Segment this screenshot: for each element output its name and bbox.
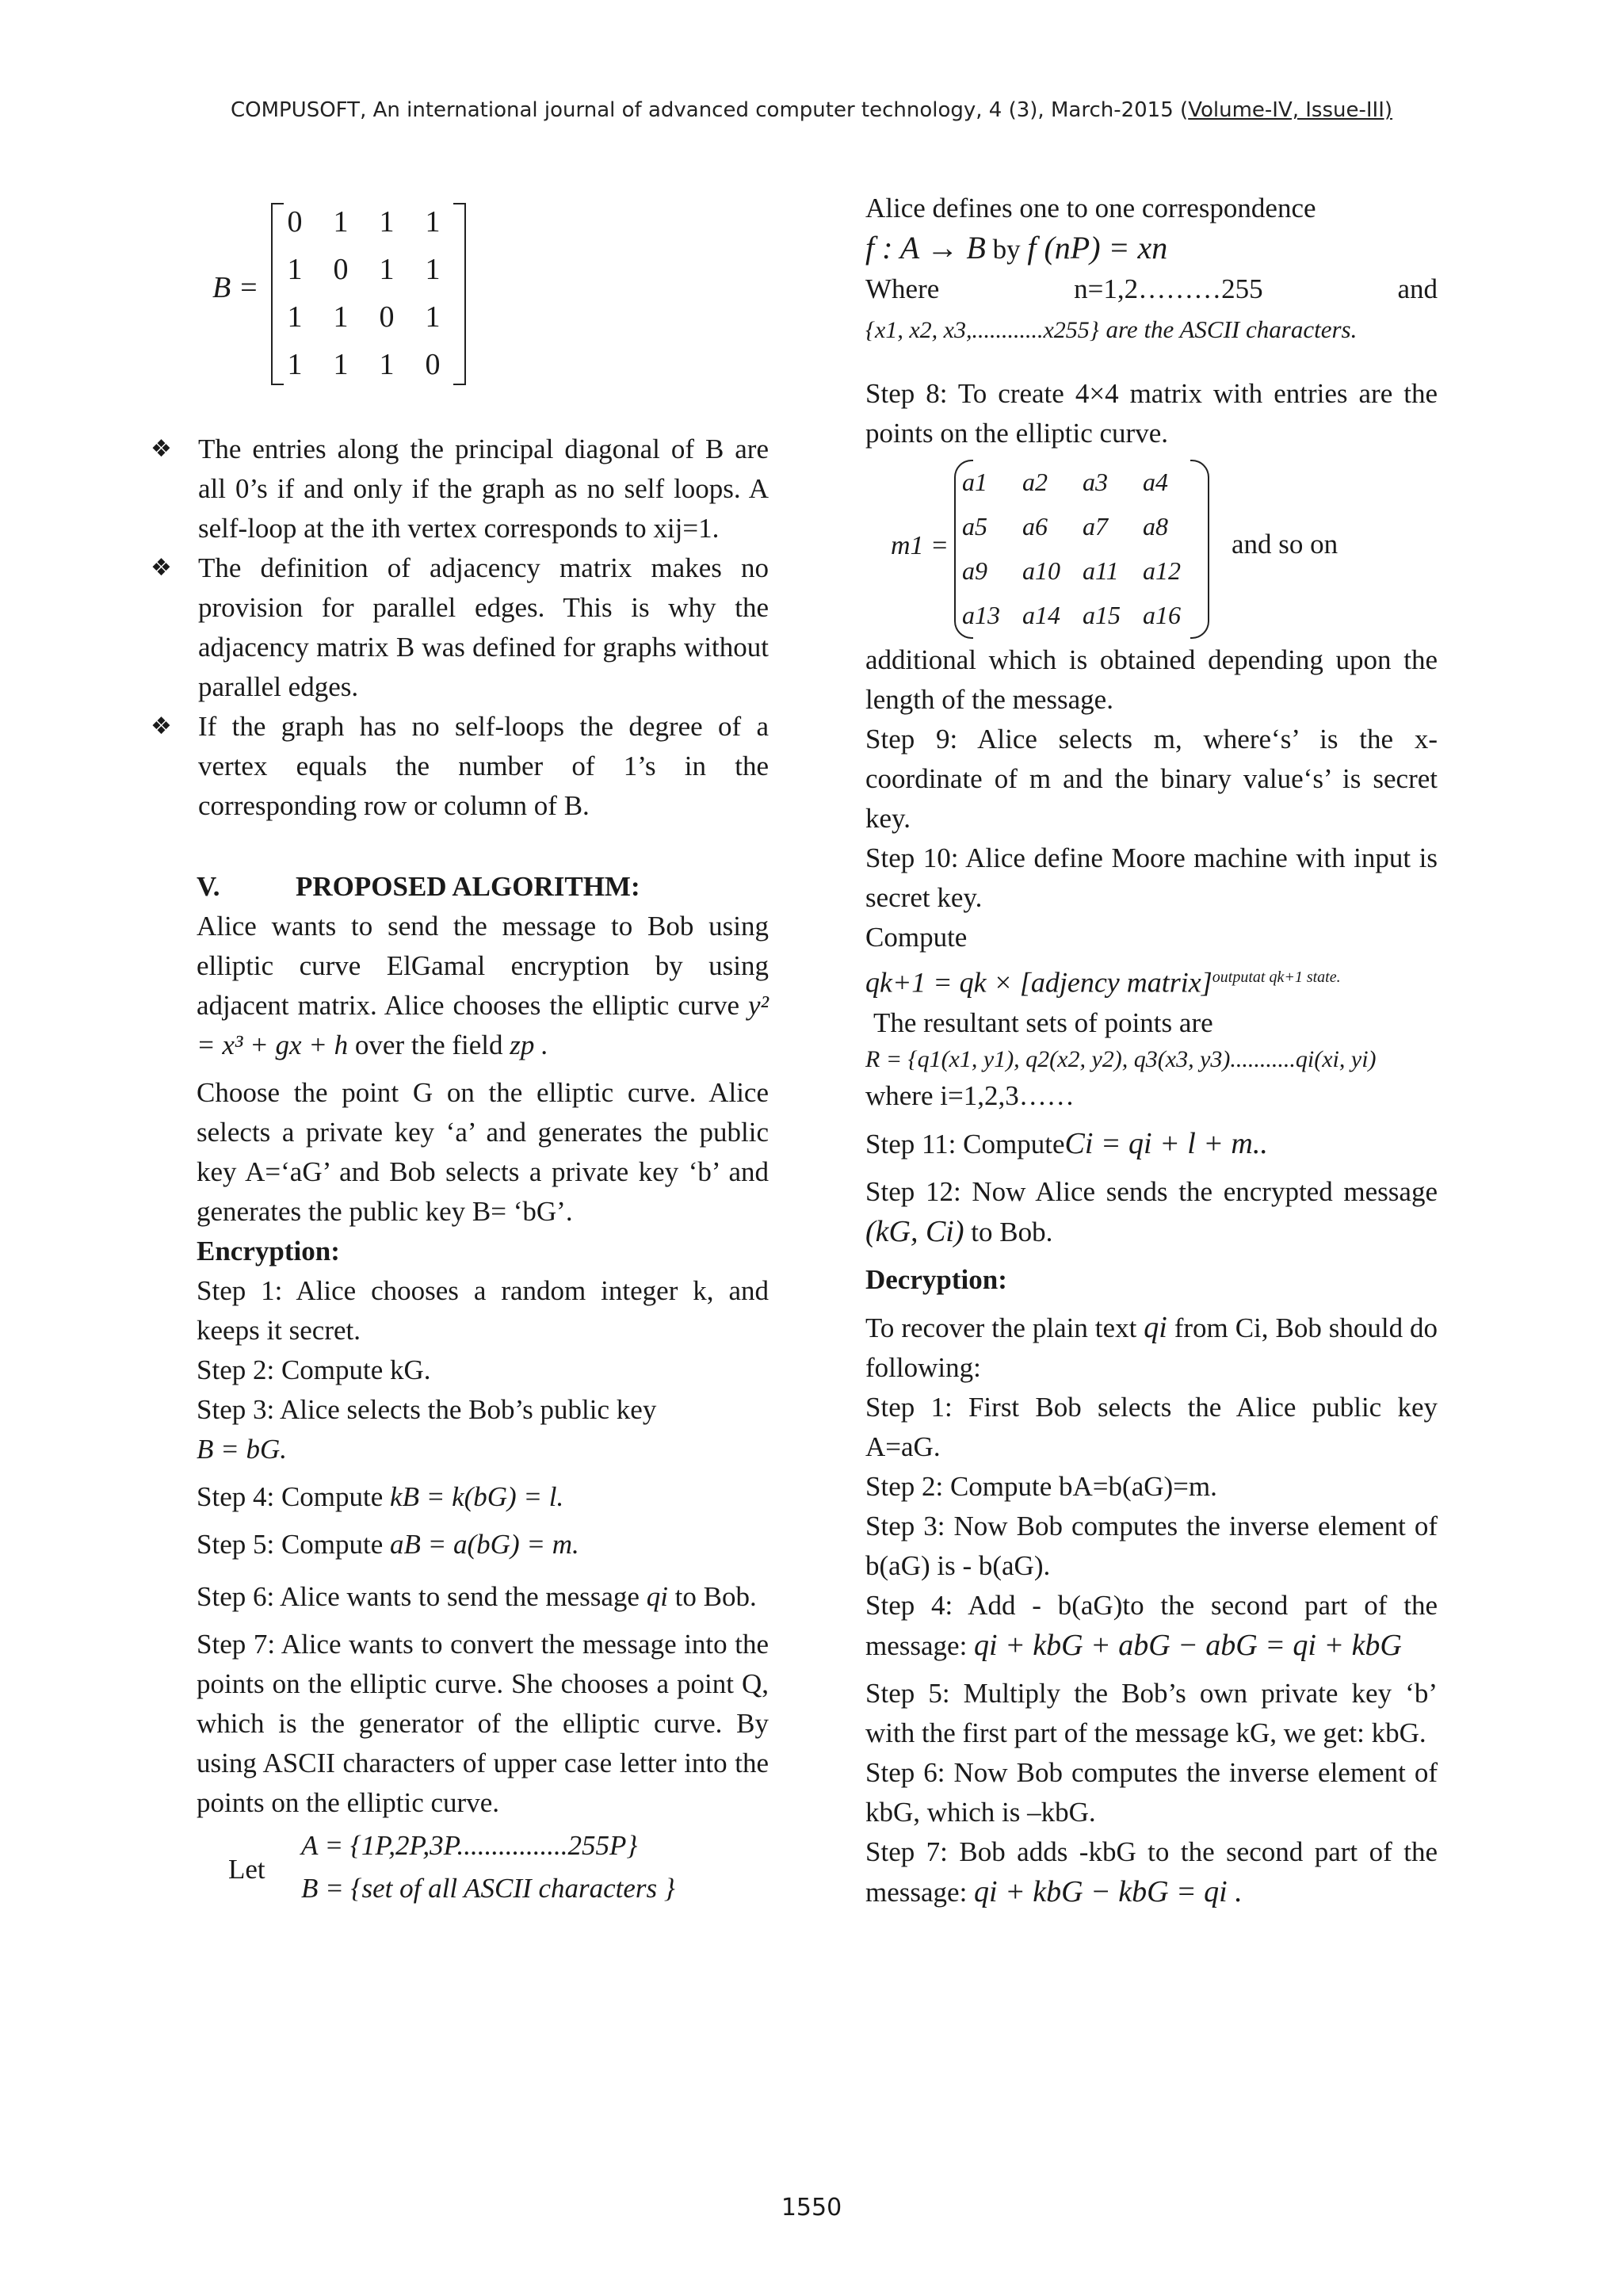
moore-equation: qk+1 = qk × [adjency matrix]$^{outputat qk+1 state.}$ — [865, 966, 1341, 999]
points-matrix-m1: m1 = a1 a2 a3 a4 a5 a6 a7 a8 a9 a10 a11 a12 a13 a14 a15 a16 and so on — [865, 453, 1438, 640]
dec-step-6: Step 6: Now Bob computes the inverse element of kbG, which is –kbG. — [865, 1756, 1438, 1828]
recover-text: To recover the plain text qi from Ci, Bob should do following: — [865, 1310, 1438, 1383]
dec-step-1: Step 1: First Bob selects the Alice public key A=aG. — [865, 1391, 1438, 1462]
where-line: Where n=1,2………255 and — [865, 273, 1438, 304]
enc-step-3: Step 3: Alice selects the Bob’s public key B = bG. — [197, 1394, 657, 1465]
left-column — [151, 189, 769, 1915]
right-column — [865, 189, 1438, 1912]
decryption-heading: Decryption: — [865, 1263, 1007, 1295]
enc-step-4: Step 4: Compute kB = k(bG) = l. — [197, 1481, 564, 1512]
list-item: ❖ If the graph has no self-loops the degree of a vertex equals the number of 1’s in the corresponding row or column of B. — [197, 707, 769, 826]
resultant-text: The resultant sets of points are — [873, 1007, 1213, 1038]
set-definitions: Let A = {1P,2P,3P................255P} B = {set of all ASCII characters } — [197, 1826, 769, 1915]
enc-step-2: Step 2: Compute kG. — [197, 1354, 431, 1385]
algorithm-intro: Alice wants to send the message to Bob using elliptic curve ElGamal encryption by using adjacent matrix. Alice chooses the elliptic curve y² = x³ + gx + h over the field zp . — [197, 911, 769, 1060]
compute-label: Compute — [865, 922, 968, 953]
property-list — [151, 430, 769, 826]
dec-step-8: Step 8: To create 4×4 matrix with entries are the points on the elliptic curve. — [865, 378, 1438, 449]
section-heading: V. PROPOSED ALGORITHM: — [197, 871, 640, 902]
dec-step-2: Step 2: Compute bA=b(aG)=m. — [865, 1470, 1217, 1502]
matrix-m1-label: m1 = — [891, 531, 949, 560]
correspondence-text: Alice defines one to one correspondence — [865, 193, 1316, 223]
function-definition: f : A → B by f (nP) = xn — [865, 230, 1168, 266]
resultant-set: R = {q1(x1, y1), q2(x2, y2), q3(x3, y3)...........qi(xi, yi) — [865, 1045, 1377, 1072]
ascii-set-line: {x1, x2, x3,............x255} are the ASCII characters. — [865, 315, 1358, 343]
step-10: Step 10: Alice define Moore machine with input is secret key. — [865, 842, 1438, 913]
diamond-bullet-icon: ❖ — [151, 435, 172, 463]
enc-step-1: Step 1: Alice chooses a random integer k, and keeps it secret. — [197, 1275, 769, 1346]
list-item: ❖ The definition of adjacency matrix makes no provision for parallel edges. This is why the adjacency matrix B was defined for graphs without parallel edges. — [197, 548, 769, 707]
volume-link[interactable]: Volume-IV, Issue-III) — [1188, 98, 1393, 122]
field-symbol: zp . — [510, 1030, 548, 1060]
page-number: 1550 — [781, 2194, 842, 2222]
list-item: ❖ The entries along the principal diagonal of B are all 0’s if and only if the graph as no self loops. A self-loop at the ith vertex corresponds to xij=1. — [197, 430, 769, 548]
adjacency-matrix-b: B = 0 1 1 1 1 0 1 1 1 1 0 1 1 1 1 0 — [197, 189, 769, 395]
diamond-bullet-icon: ❖ — [151, 712, 172, 740]
additional-text: additional which is obtained depending upon the length of the message. — [865, 644, 1438, 715]
dec-step-7: Step 7: Bob adds -kbG to the second part of the message: qi + kbG − kbG = qi . — [865, 1836, 1438, 1908]
enc-step-6: Step 6: Alice wants to send the message qi to Bob. — [197, 1581, 757, 1612]
enc-step-7: Step 7: Alice wants to convert the message into the points on the elliptic curve. She chooses a point Q, which is the generator of the elliptic curve. By using ASCII characters of upper case letter into the points on the elliptic curve. — [197, 1629, 769, 1818]
dec-step-3: Step 3: Now Bob computes the inverse element of b(aG) is - b(aG). — [865, 1510, 1438, 1581]
step-11: Step 11: ComputeCi = qi + l + m.. — [865, 1126, 1268, 1160]
dec-step-4: Step 4: Add - b(aG)to the second part of the message: qi + kbG + abG − abG = qi + kbG — [865, 1589, 1438, 1662]
where-i: where i=1,2,3…… — [865, 1079, 1075, 1111]
step-9: Step 9: Alice selects m, where‘s’ is the x-coordinate of m and the binary value‘s’ is secret key. — [865, 724, 1438, 834]
dec-step-5: Step 5: Multiply the Bob’s own private key ‘b’ with the first part of the message kG, we get: kbG. — [865, 1677, 1438, 1748]
diamond-bullet-icon: ❖ — [151, 554, 172, 582]
enc-step-5: Step 5: Compute aB = a(bG) = m. — [197, 1529, 579, 1560]
running-header: COMPUSOFT, An international journal of advanced computer technology, 4 (3), March-2015 (Volume-IV, Issue-III) — [230, 98, 1393, 122]
curve-equation: y² = x³ + gx + h — [197, 990, 769, 1060]
matrix-b-label: B = — [212, 271, 259, 304]
encryption-heading: Encryption: — [197, 1236, 340, 1266]
set-b: B = {set of all ASCII characters } — [301, 1873, 675, 1904]
key-generation: Choose the point G on the elliptic curve. Alice selects a private key ‘a’ and generates the public key A=‘aG’ and Bob selects a private key ‘b’ and generates the public key B= ‘bG’. — [197, 1077, 769, 1227]
set-a: A = {1P,2P,3P................255P} — [301, 1830, 638, 1861]
step-12: Step 12: Now Alice sends the encrypted message (kG, Ci) to Bob. — [865, 1175, 1438, 1248]
